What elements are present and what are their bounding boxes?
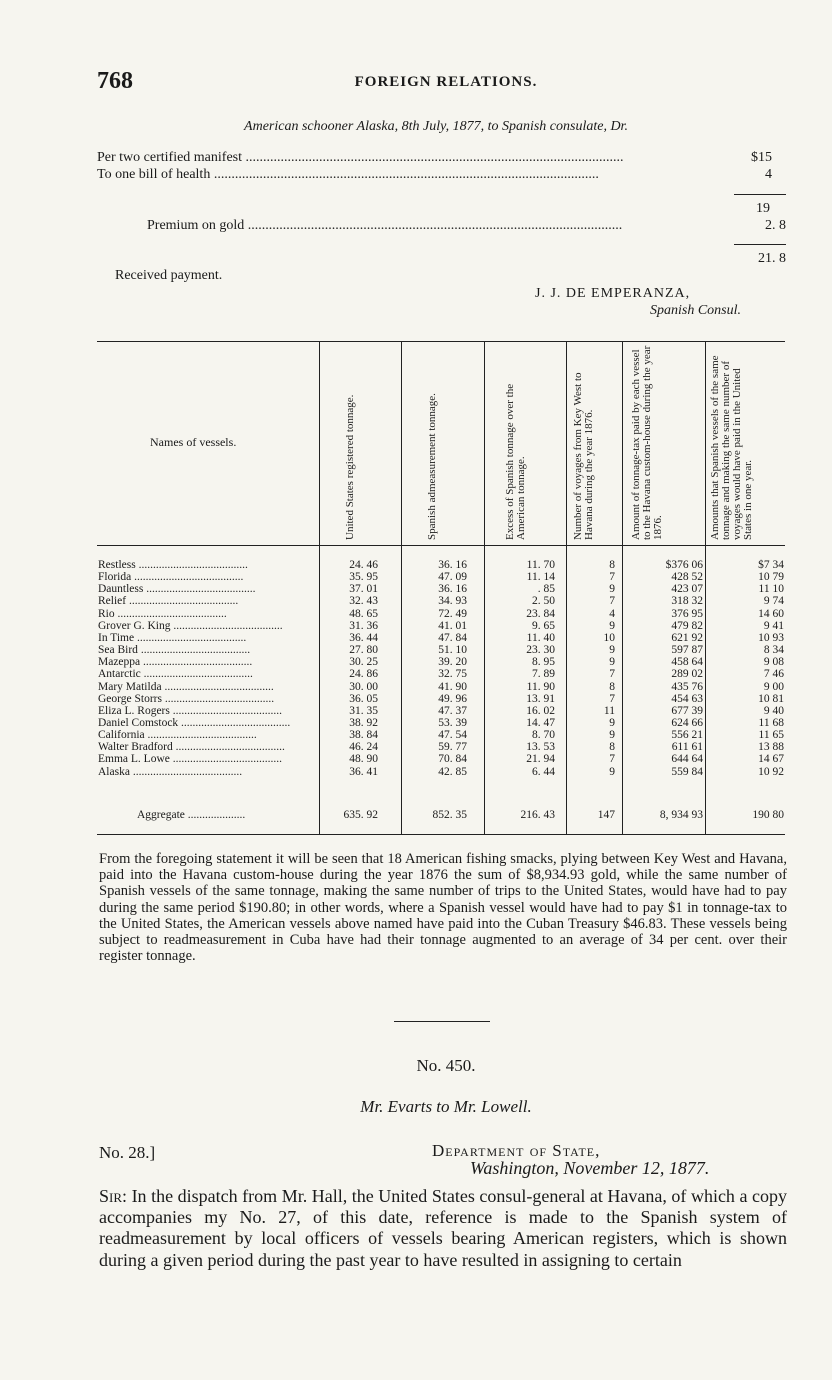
vessel-name: Florida ...................................... [98,571,244,584]
header-voyages: Number of voyages from Key West to Havana during the year 1876. [572,372,595,540]
account-subtotal: 19 [756,201,770,216]
cell-tax: 597 87 [671,644,703,657]
vessel-name: Restless ...................................... [98,559,248,571]
cell-us: 24. 86 [349,668,378,681]
vessel-name: Mary Matilda ...................................... [98,680,274,693]
cell-ex: 2. 50 [532,595,555,608]
cell-amt: 10 79 [758,571,784,584]
cell-voy: 9 [609,765,615,778]
document-number: No. 450. [416,1056,476,1075]
consul-signature: J. J. DE EMPERANZA, [535,286,691,301]
aggregate-label: Aggregate .................... [137,809,246,821]
account-line-manifest: Per two certified manifest ............................................................................................................ [97,150,624,165]
aggregate-us: 635. 92 [343,809,378,821]
vessel-name: Grover G. King ...................................... [98,619,283,632]
cell-tax: 318 32 [671,595,703,608]
vessel-name: California ...................................... [98,729,257,742]
vessel-name: Emma L. Lowe ...................................... [98,753,282,766]
total-rule [734,244,786,245]
cell-amt: 11 10 [758,583,784,596]
cell-amt: 11 65 [758,729,784,742]
cell-tax: 611 61 [671,741,703,754]
cell-tax: 559 84 [671,765,703,778]
cell-voy: 7 [609,668,615,681]
column-divider [705,341,706,834]
cell-voy: 7 [609,571,615,584]
received-payment: Received payment. [115,268,223,283]
cell-sp: 41. 90 [438,680,467,693]
cell-tax: 644 64 [671,753,703,766]
account-title: American schooner Alaska, 8th July, 1877, to Spanish consulate, Dr. [244,119,628,134]
cell-amt: 10 81 [758,692,784,705]
cell-tax: 621 92 [671,631,703,644]
cell-ex: 6. 44 [532,765,555,778]
cell-tax: 458 64 [671,656,703,669]
cell-us: 27. 80 [349,644,378,657]
vessel-name: Dauntless ...................................... [98,583,256,596]
cell-amt: 9 00 [763,680,784,693]
account-line-health: To one bill of health .............................................................................................................. [97,167,599,182]
cell-amt: 9 08 [763,656,784,669]
vessel-name: Alaska ...................................... [98,765,243,778]
cell-voy: 8 [609,680,615,693]
cell-ex: 13. 91 [526,692,555,705]
vessel-name: Eliza L. Rogers ...................................... [98,704,282,717]
table-bottom-rule [97,834,785,835]
vessel-name: Mazeppa ...................................... [98,656,253,669]
aggregate-voyages: 147 [597,809,615,821]
cell-voy: 7 [609,595,615,608]
vessel-name: Antarctic ...................................... [98,668,253,681]
cell-us: 46. 24 [349,741,378,754]
account-total: 21. 8 [758,251,786,266]
cell-voy: 11 [603,704,615,717]
cell-sp: 49. 96 [438,692,467,705]
cell-voy: 4 [609,607,615,620]
cell-us: 36. 41 [349,765,378,778]
subtotal-rule [734,194,786,195]
cell-tax: 423 07 [671,583,703,596]
cell-voy: 7 [609,753,615,766]
cell-voy: 8 [609,741,615,754]
cell-amt: $7 34 [758,559,784,571]
cell-us: 30. 25 [349,656,378,669]
letter-reference: No. 28.] [99,1143,156,1162]
aggregate-sp: 852. 35 [432,809,467,821]
aggregate-tax: 8, 934 93 [659,809,703,821]
cell-voy: 8 [609,559,615,571]
cell-amt: 9 41 [763,619,784,632]
cell-ex: 11. 40 [526,631,555,644]
dateline: Washington, November 12, 1877. [470,1158,710,1178]
letter-body-text: In the dispatch from Mr. Hall, the United States consul-general at Havana, of which a copy accompanies my No. 27, of this date, reference is made to the Spanish system of readmeasurement by local officers of vessels bearing American registers, which is shown during a given period during the past year to have resulted in assigning to certain [99,1186,787,1270]
cell-sp: 47. 09 [438,571,467,584]
account-line-premium: Premium on gold ........................................................................................................... [147,218,623,233]
cell-us: 38. 84 [349,729,378,742]
cell-sp: 72. 49 [438,607,467,620]
summary-paragraph: From the foregoing statement it will be seen that 18 American fishing smacks, plying between Key West and Havana, paid into the Havana custom-house during the year 1876 the sum of $8,934.93 gold, while the same number of Spanish vessels of the same tonnage, making the same number of trips to the United States, would have had to pay during the same period $190.80; in other words, where a Spanish vessel would have had to pay $1 in tonnage-tax to the United States, the American vessels above named have paid into the Cuban Treasury $46.83. These vessels being subject to readmeasurement in Cuba have had their tonnage augmented to an average of 34 per cent. over their register tonnage. [99,851,787,965]
header-us-tonnage: United States registered tonnage. [344,394,356,540]
cell-amt: 14 60 [758,607,784,620]
account-amount-manifest: $15 [751,150,772,165]
cell-amt: 14 67 [758,753,784,766]
cell-ex: . 85 [537,583,555,596]
account-amount-premium: 2. 8 [765,218,786,233]
account-amount-health: 4 [765,167,772,182]
aggregate-excess: 216. 43 [520,809,555,821]
cell-sp: 41. 01 [438,619,467,632]
vessel-name: George Storrs ...................................... [98,692,275,705]
cell-tax: 677 39 [671,704,703,717]
cell-voy: 7 [609,692,615,705]
cell-tax: 289 02 [671,668,703,681]
department-line: Department of State, [432,1141,601,1160]
cell-us: 30. 00 [349,680,378,693]
cell-sp: 59. 77 [438,741,467,754]
cell-amt: 7 46 [763,668,784,681]
cell-amt: 10 92 [758,765,784,778]
cell-sp: 32. 75 [438,668,467,681]
cell-tax: 556 21 [671,729,703,742]
cell-amt: 8 34 [763,644,784,657]
cell-voy: 10 [603,631,615,644]
vessel-name: In Time ...................................... [98,631,247,644]
letter-body [99,1186,787,1271]
cell-ex: 13. 53 [526,741,555,754]
cell-amt: 13 88 [758,741,784,754]
table-header-rule [97,545,785,546]
cell-sp: 34. 93 [438,595,467,608]
cell-us: 32. 43 [349,595,378,608]
cell-amt: 10 93 [758,631,784,644]
cell-voy: 9 [609,619,615,632]
letter-heading: Mr. Evarts to Mr. Lowell. [360,1097,532,1116]
cell-voy: 9 [609,644,615,657]
page-number: 768 [97,68,133,94]
cell-ex: 7. 89 [532,668,555,681]
vessel-name: Sea Bird ...................................... [98,644,251,657]
cell-us: 38. 92 [349,716,378,729]
cell-sp: 42. 85 [438,765,467,778]
table-top-rule [97,341,785,342]
cell-tax: 435 76 [671,680,703,693]
cell-ex: 11. 90 [526,680,555,693]
header-names: Names of vessels. [150,435,237,449]
cell-voy: 9 [609,729,615,742]
cell-ex: 23. 30 [526,644,555,657]
cell-ex: 11. 70 [526,559,555,571]
cell-tax: 624 66 [671,716,703,729]
cell-ex: 8. 95 [532,656,555,669]
cell-ex: 16. 02 [526,704,555,717]
vessel-name: Daniel Comstock ...................................... [98,716,291,729]
cell-us: 48. 65 [349,607,378,620]
cell-us: 24. 46 [349,559,378,571]
cell-us: 36. 44 [349,631,378,644]
running-title: FOREIGN RELATIONS. [354,74,538,90]
cell-amt: 11 68 [758,716,784,729]
cell-us: 31. 36 [349,619,378,632]
cell-sp: 39. 20 [438,656,467,669]
cell-voy: 9 [609,583,615,596]
cell-sp: 36. 16 [438,559,467,571]
vessel-name: Rio ...................................... [98,607,227,620]
cell-us: 35. 95 [349,571,378,584]
cell-voy: 9 [609,716,615,729]
vessel-name: Relief ...................................... [98,595,239,608]
cell-us: 48. 90 [349,753,378,766]
cell-ex: 8. 70 [532,729,555,742]
cell-voy: 9 [609,656,615,669]
cell-tax: 376 95 [671,607,703,620]
cell-amt: 9 40 [763,704,784,717]
salutation: Sir: [99,1186,128,1206]
header-us-amounts: Amounts that Spanish vessels of the same tonnage and making the same number of voyages would have paid in the United States in one year. [709,355,754,540]
cell-ex: 23. 84 [526,607,555,620]
header-spanish-tonnage: Spanish admeasurement tonnage. [426,393,438,540]
cell-amt: 9 74 [763,595,784,608]
cell-sp: 47. 54 [438,729,467,742]
header-excess: Excess of Spanish tonnage over the American tonnage. [504,383,527,540]
cell-sp: 36. 16 [438,583,467,596]
cell-us: 37. 01 [349,583,378,596]
cell-sp: 53. 39 [438,716,467,729]
cell-sp: 47. 37 [438,704,467,717]
section-separator [394,1021,490,1022]
cell-ex: 11. 14 [526,571,555,584]
cell-ex: 9. 65 [532,619,555,632]
cell-us: 31. 35 [349,704,378,717]
cell-ex: 21. 94 [526,753,555,766]
cell-tax: $376 06 [665,559,703,571]
cell-tax: 454 63 [671,692,703,705]
consul-title: Spanish Consul. [650,303,742,318]
cell-sp: 47. 84 [438,631,467,644]
header-tax-paid: Amount of tonnage-tax paid by each vessel to the Havana custom-house during the year 1876. [630,345,664,540]
cell-sp: 51. 10 [438,644,467,657]
cell-sp: 70. 84 [438,753,467,766]
cell-tax: 428 52 [671,571,703,584]
vessel-name: Walter Bradford ...................................... [98,741,285,754]
cell-ex: 14. 47 [526,716,555,729]
aggregate-amount: 190 80 [752,809,784,821]
cell-tax: 479 82 [671,619,703,632]
cell-us: 36. 05 [349,692,378,705]
